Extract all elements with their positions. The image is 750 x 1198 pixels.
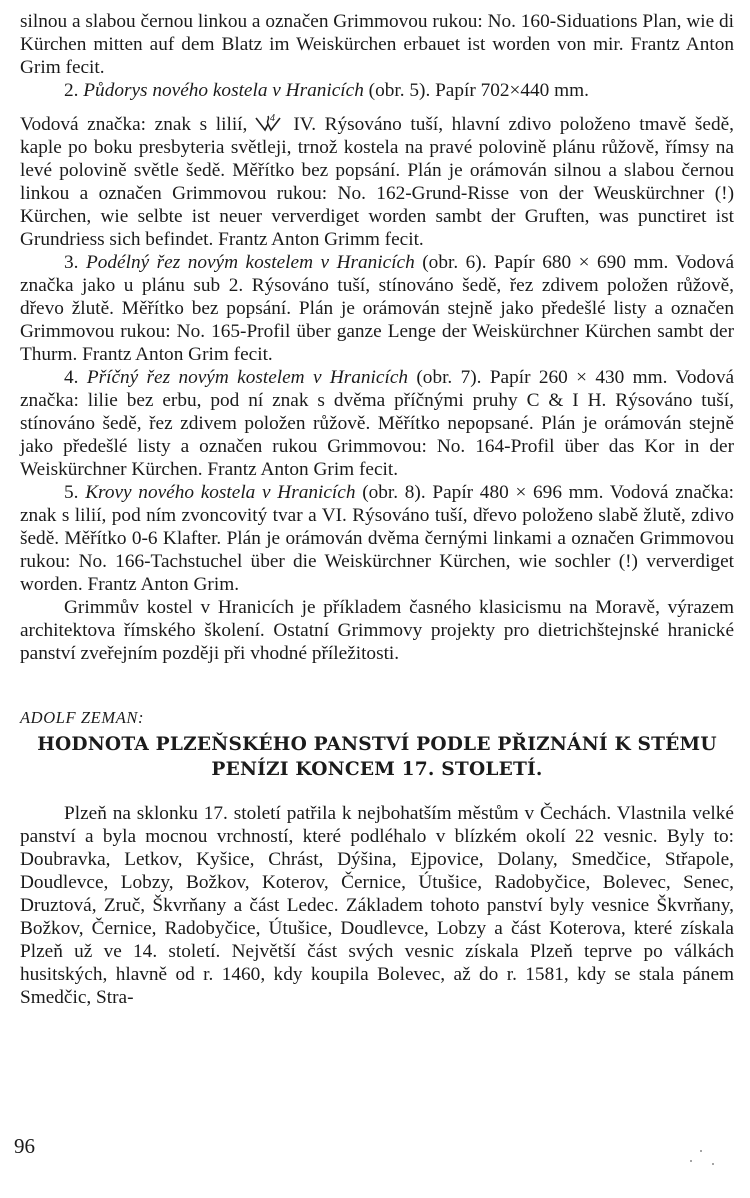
- article-author: ADOLF ZEMAN:: [20, 708, 145, 727]
- paragraph-p1: [20, 10, 734, 79]
- text-run: 4.: [64, 367, 87, 388]
- paper-speck: [700, 1150, 702, 1152]
- article-body: Plzeň na sklonku 17. století patřila k nejbohatším městům v Čechách. Vlastnila velké panství a byla mocnou vrchností, které podléhalo v blízkém okolí 22 vesnic. Byly to: Doubravka, Letkov, Kyšice, Chrást, Dýšina, Ejpovice, Dolany, Smedčice, Střapole, Doudlevce, Lobzy, Božkov, Koterov, Černice, Útušice, Radobyčice, Bolevec, Senec, Druztová, Zruč, Škvrňany a část Ledec. Základem tohoto panství byly vesnice Škvrňany, Božkov, Černice, Radobyčice, Útušice, Doudlevce, Lobzy a část Koterova, které získala Plzeň už ve 14. století. Největší část svých vesnic získala Plzeň teprve po válkách husitských, hlavně od r. 1460, kdy koupila Bolevec, až do r. 1581, kdy se stala pánem Smedčic, Stra-: [20, 803, 734, 1008]
- italic-title-text: Půdorys nového kostela v Hranicích: [83, 80, 364, 101]
- text-run: (obr. 5). Papír 702×440 mm.: [363, 80, 589, 101]
- text-run: (obr. 6). Papír 680 × 690 mm. Vodová značka jako u plánu sub 2. Rýsováno tuší, stínováno šedě, řez zdivem položen růžově, dřevo žlutě. Měřítko bez popsání. Plán je orámován stejně jako předešlé listy a označen Grimmovou rukou: No. 165-Profil über ganze Lenge der Weiskürchner Kürchen sambt der Thurm. Frantz Anton Grim fecit.: [20, 252, 734, 365]
- page-number: 96: [14, 1134, 35, 1158]
- article-title-line-1: HODNOTA PLZEŇSKÉHO PANSTVÍ PODLE PŘIZNÁNÍ K STÉMU: [37, 734, 717, 755]
- text-run: 2.: [64, 80, 84, 101]
- italic-title-text: Příčný řez novým kostelem v Hranicích: [86, 367, 409, 388]
- text-run: (obr. 8). Papír 480 × 696 mm. Vodová značka: znak s lilií, pod ním zvoncovitý tvar a VI. Rýsováno tuší, dřevo položeno slabě žlutě, zdivo šedě. Měřítko 0-6 Klafter. Plán je orámován dvěma černými linkami a označen Grimmovou rukou: No. 166-Tachstuchel über die Weiskürchner Kürchen, wie sochler (!) ververdiget worden. Frantz Anton Grim.: [20, 482, 734, 595]
- article-title: [20, 732, 734, 782]
- paragraph-gap: [20, 102, 734, 112]
- italic-title-text: Podélný řez novým kostelem v Hranicích: [85, 252, 415, 273]
- paragraph-p2b: [20, 112, 734, 251]
- italic-title-text: Krovy nového kostela v Hranicích: [85, 482, 356, 503]
- paragraph-p3: [20, 251, 734, 366]
- article-title-line-2: PENÍZI KONCEM 17. STOLETÍ.: [211, 759, 543, 780]
- paragraph-p4: [20, 366, 734, 481]
- text-run: (obr. 7). Papír 260 × 430 mm. Vodová značka: lilie bez erbu, pod ní znak s dvěma příčnými pruhy C & I H. Rýsováno tuší, stínováno šedě, řez zdivem položen růžově. Měřítko nepopsané. Plán je orámován stejně jako předešlé listy a označen rukou Grimmovou: No. 164-Profil über das Kor in der Weiskürchner Kürchen. Frantz Anton Grim fecit.: [20, 367, 735, 480]
- watermark-label: 4: [270, 113, 276, 124]
- paper-speck: [712, 1163, 714, 1165]
- paragraph-p5: [20, 481, 734, 596]
- text-run: Grimmův kostel v Hranicích je příkladem časného klasicismu na Moravě, výrazem architektova římského školení. Ostatní Grimmovy projekty pro dietrichštejnské hranické panství zveřejním později při vhodné příležitosti.: [20, 597, 734, 664]
- paragraph-p2: [20, 79, 734, 102]
- text-run: 3.: [64, 252, 86, 273]
- paragraph-p6: [20, 596, 734, 665]
- text-run: silnou a slabou černou linkou a označen Grimmovou rukou: No. 160-Siduations Plan, wie di Kürchen mitten auf dem Blatz im Weiskürchen erbauet ist worden von mir. Frantz Anton Grim fecit.: [20, 11, 734, 78]
- text-run: IV. Rýsováno tuší, hlavní zdivo položeno tmavě šedě, kaple po boku presbyteria světleji, trnož kostela na pravé polovině plánu růžově, římsy na levé polovině světle šedě. Měřítko bez popsání. Plán je orámován silnou a slabou černou linkou a označen Grimmovou rukou: No. 162-Grund-Risse von der Weuskürchner (!) Kürchen, wie selbte ist neuer ververdiget worden sambt der Gruften, was punctiret ist Grundriess sich befindet. Frantz Anton Grimm fecit.: [20, 114, 735, 250]
- paper-speck: [690, 1160, 692, 1162]
- continued-text: [20, 10, 734, 665]
- text-run: Vodová značka: znak s lilií,: [20, 114, 248, 135]
- text-run: 5.: [64, 482, 86, 503]
- page-content: [20, 10, 734, 1009]
- lily-watermark-icon: [253, 112, 287, 134]
